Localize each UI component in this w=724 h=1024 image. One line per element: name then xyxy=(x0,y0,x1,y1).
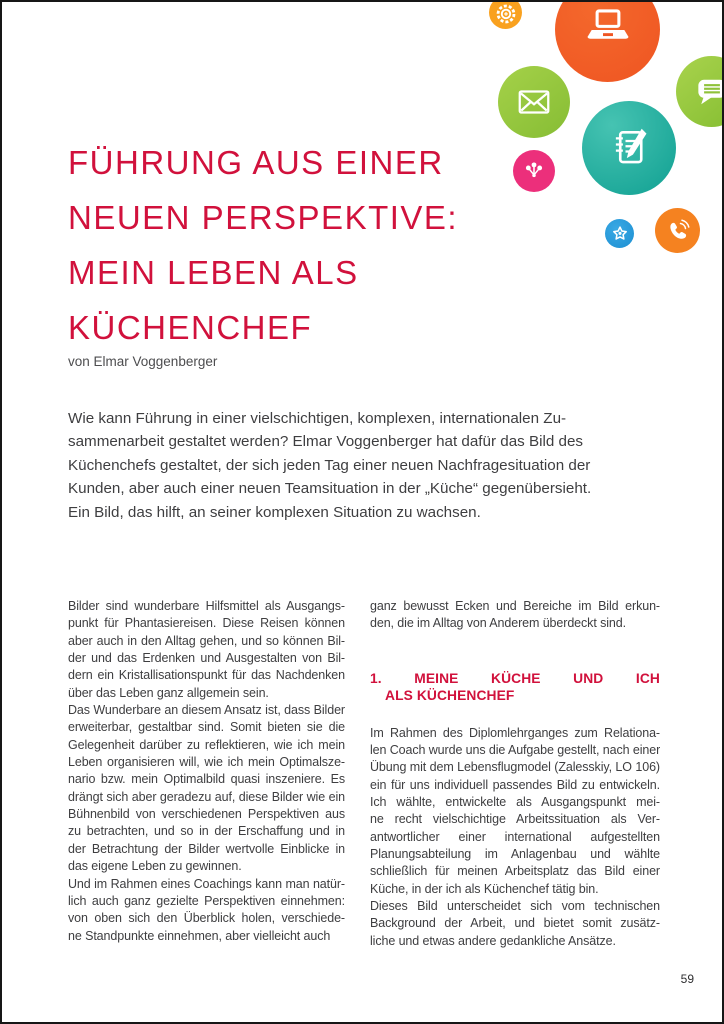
gear-icon xyxy=(491,0,521,28)
byline: von Elmar Voggenberger xyxy=(68,354,218,369)
left-paragraph-1: Bilder sind wunderbare Hilfsmittel als Ausgangs- punkt für Phantasiereisen. Diese Reisen können aber auch in den Alltag gehen, und so können Bil- der und das Erdenken und Ausgestalten von Bil- dern ein Kristallisationspunkt für das Nachdenken über das Leben ganz allgemein sein. xyxy=(68,599,345,700)
body-columns xyxy=(68,598,660,950)
gear-icon-bubble xyxy=(489,0,522,29)
left-paragraph-3: Und im Rahmen eines Coachings kann man natür- lich auch ganz gezielte Perspektiven einnehmen: von oben sich den Überblick holen, verschiede- ne Standpunkte einnehmen, aber vielleicht auch xyxy=(68,876,345,943)
notes-icon-bubble xyxy=(582,101,676,195)
right-paragraph-1: Im Rahmen des Diplomlehrganges zum Relationa- len Coach wurde uns die Aufgabe gestellt, nach einer Übung mit dem Lebensflugmodel (Zalesskiy, LO 106) ein für uns individuell passendes Bild zu entwickeln. Ich wählte, entwickelte als Ausgangspunkt mei- ne recht vielschichtige Arbeitssituation als Ver- antwortlicher einer international aufgestellten Planungsabteilung im Anlagenbau und wählte schließlich für meinen Arbeitsplatz das Bild einer Küche, in der ich als Küchenchef tätig bin. xyxy=(370,725,660,896)
chat-icon xyxy=(689,69,724,115)
right-column xyxy=(370,598,660,950)
star-icon xyxy=(609,223,631,245)
notes-icon xyxy=(601,120,657,176)
right-paragraph-top: ganz bewusst Ecken und Bereiche im Bild erkun- den, die im Alltag von Anderem überdeckt sind. xyxy=(370,599,660,631)
laptop-icon xyxy=(579,1,637,59)
laptop-icon-bubble xyxy=(555,0,660,82)
page-title: FÜHRUNG AUS EINER NEUEN PERSPEKTIVE: MEIN LEBEN ALS KÜCHENCHEF xyxy=(68,144,459,346)
intro-paragraph: Wie kann Führung in einer vielschichtigen, komplexen, internationalen Zu- sammenarbeit gestaltet werden? Elmar Voggenberger hat dafür das Bild des Küchenchefs gestaltet, der sich jeden Tag einer neuen Nachfragesituation der Kunden, aber auch einer neuen Teamsituation in der „Küche“ gegenübersieht. Ein Bild, das hilft, an seiner komplexen Situation zu wachsen. xyxy=(68,410,592,521)
mail-icon-bubble xyxy=(498,66,570,138)
right-paragraph-2: Dieses Bild unterscheidet sich vom technischen Background der Arbeit, und bietet somit zusätz- liche und etwas andere gedankliche Ansätze. xyxy=(370,899,660,948)
mail-icon xyxy=(510,78,558,126)
phone-icon-bubble xyxy=(655,208,700,253)
share-icon xyxy=(520,157,548,185)
star-icon-bubble xyxy=(605,219,634,248)
page-number: 59 xyxy=(680,972,694,986)
phone-icon xyxy=(662,215,694,247)
section-heading: 1. MEINE KÜCHE UND ICH ALS KÜCHENCHEF xyxy=(370,670,660,704)
left-paragraph-2: Das Wunderbare an diesem Ansatz ist, dass Bilder erweiterbar, gestaltbar sind. Somit bieten sie die Gelegenheit darüber zu reflektieren, wie ich mein Leben organisieren will, wie ich mein Optimalsze- nario bzw. mein Optimalbild quasi inszeniere. Es drängt sich aber geradezu auf, diese Bilder wie ein Bühnenbild von verschiedenen Perspektiven aus zu betrachten, und so in der Erschaffung und in der Betrachtung der Bilder wertvolle Einblicke in das eigene Leben zu gewinnen. xyxy=(68,703,345,874)
share-icon-bubble xyxy=(513,150,555,192)
left-column xyxy=(68,598,345,950)
chat-icon-bubble xyxy=(676,56,724,127)
